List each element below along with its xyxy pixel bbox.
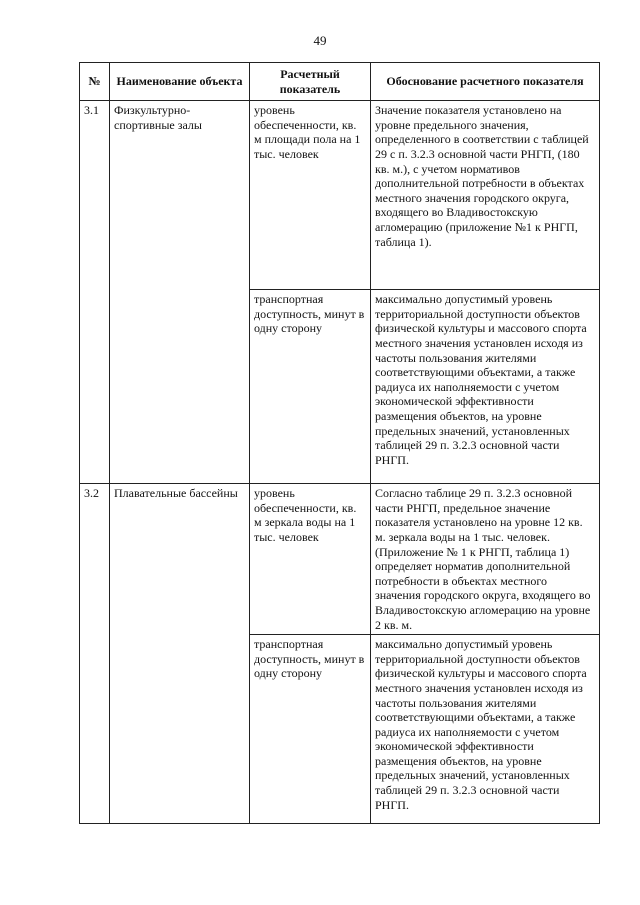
- header-indicator: Расчетный показатель: [250, 63, 371, 101]
- table-header-row: [80, 63, 600, 101]
- header-justification: Обоснование расчетного показателя: [371, 63, 600, 101]
- page-number: 49: [313, 33, 327, 48]
- indicator-cell: транспортная доступность, минут в одну сторону: [250, 635, 371, 824]
- object-name: Физкультурно-спортивные залы: [110, 101, 250, 484]
- object-name: Плавательные бассейны: [110, 484, 250, 824]
- header-num: №: [80, 63, 110, 101]
- table-row: [80, 484, 600, 635]
- justification-cell: максимально допустимый уровень территориальной доступности объектов физической культуры и массового спорта местного значения установлен исходя из частоты пользования жителями соответствующими объектами, а также радиуса их наполняемости с учетом экономической эффективности размещения объектов, на уровне предельных значений, установленных таблицей 29 п. 3.2.3 основной части РНГП.: [371, 290, 600, 484]
- row-number: 3.1: [80, 101, 110, 484]
- header-object-name: Наименование объекта: [110, 63, 250, 101]
- row-number: 3.2: [80, 484, 110, 824]
- justification-cell: Значение показателя установлено на уровне предельного значения, определенного в соответствии с таблицей 29 с п. 3.2.3 основной части РНГП, (180 кв. м.), с учетом нормативов дополнительной потребности в объектах местного значения городского округа, входящего во Владивостокскую агломерацию (приложение №1 к РНГП, таблица 1).: [371, 101, 600, 290]
- indicators-table: [79, 62, 600, 824]
- indicator-cell: уровень обеспеченности, кв. м зеркала воды на 1 тыс. человек: [250, 484, 371, 635]
- justification-cell: Согласно таблице 29 п. 3.2.3 основной части РНГП, предельное значение показателя установлено на уровне 12 кв. м. зеркала воды на 1 тыс. человек. (Приложение № 1 к РНГП, таблица 1) определяет норматив дополнительной потребности в объектах местного значения городского округа, входящего во Владивостокскую агломерацию на уровне 2 кв. м.: [371, 484, 600, 635]
- indicator-cell: уровень обеспеченности, кв. м площади пола на 1 тыс. человек: [250, 101, 371, 290]
- indicator-cell: транспортная доступность, минут в одну сторону: [250, 290, 371, 484]
- justification-cell: максимально допустимый уровень территориальной доступности объектов физической культуры и массового спорта местного значения установлен исходя из частоты пользования жителями соответствующими объектами, а также радиуса их наполняемости с учетом экономической эффективности размещения объектов, на уровне предельных значений, установленных таблицей 29 п. 3.2.3 основной части РНГП.: [371, 635, 600, 824]
- table-row: [80, 101, 600, 290]
